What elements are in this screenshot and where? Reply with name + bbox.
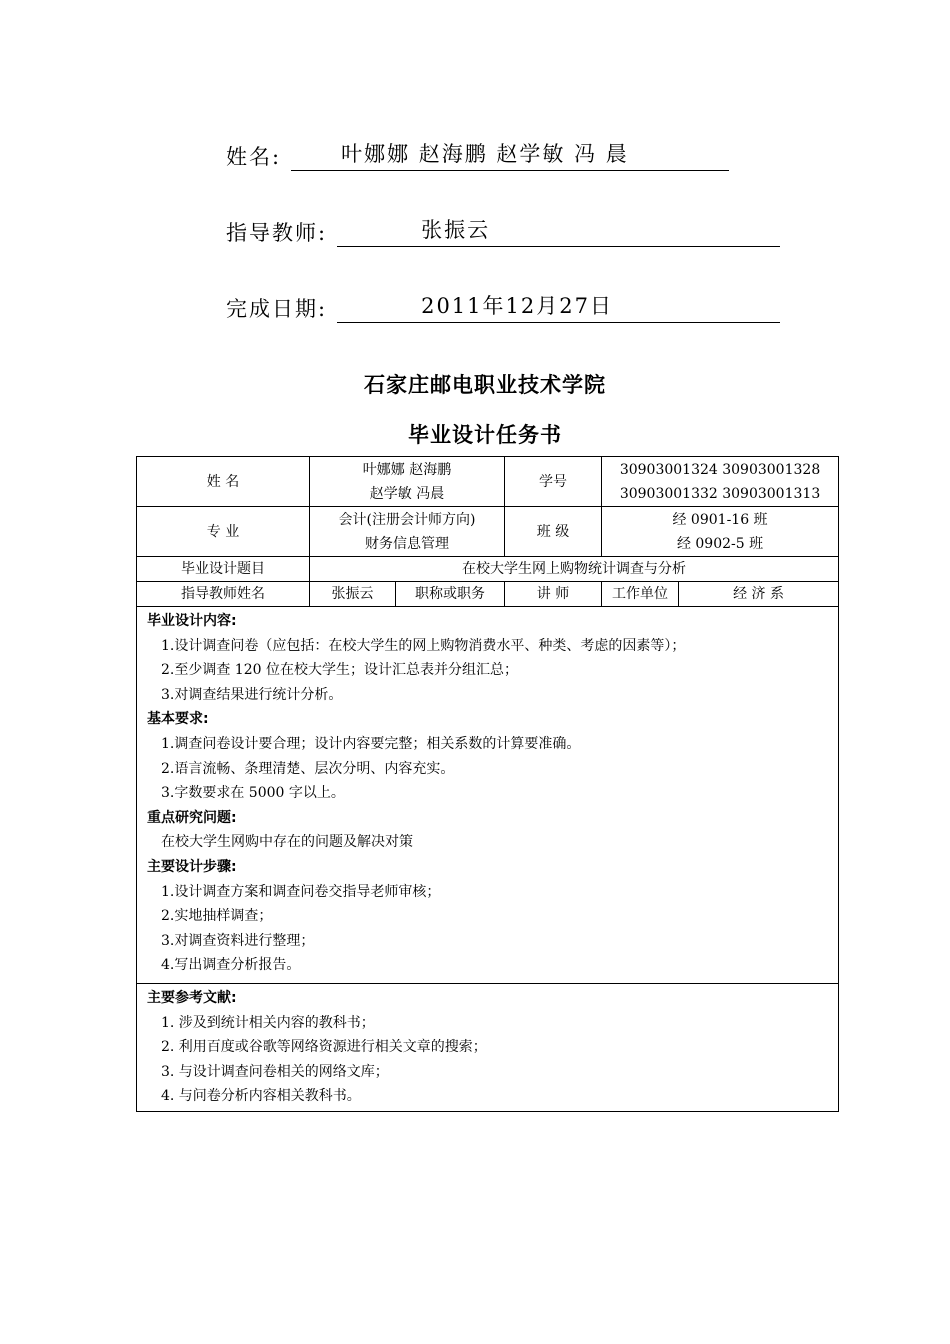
names-row [137, 457, 839, 507]
student-ids-line-1: 30903001324 30903001328 [619, 461, 821, 478]
list-item: 2. 利用百度或谷歌等网络资源进行相关文章的搜索； [161, 1039, 487, 1056]
major-label-cell: 专 业 [137, 507, 310, 557]
unit-label-cell: 工作单位 [602, 582, 679, 607]
completion-date-value: 2011年12月27日 [337, 290, 780, 323]
references-row [137, 984, 839, 1112]
steps-heading: 主要设计步骤: [147, 858, 237, 875]
task-table [136, 456, 839, 1112]
major-row [137, 507, 839, 557]
content-cell [137, 607, 839, 984]
class-label-cell: 班 级 [505, 507, 602, 557]
class-line-2: 经 0902-5 班 [676, 535, 764, 552]
list-item: 1.设计调查问卷（应包括：在校大学生的网上购物消费水平、种类、考虑的因素等）； [161, 637, 686, 654]
student-name-label: 姓名: [226, 145, 282, 169]
list-item: 3. 与设计调查问卷相关的网络文库； [161, 1063, 389, 1080]
student-id-label-cell: 学号 [505, 457, 602, 507]
rank-label-cell: 职称或职务 [396, 582, 505, 607]
completion-date-label: 完成日期: [226, 297, 328, 321]
student-ids-line-2: 30903001332 30903001313 [619, 485, 821, 502]
list-item: 1.调查问卷设计要合理；设计内容要完整；相关系数的计算要准确。 [161, 735, 581, 752]
topic-label-cell: 毕业设计题目 [137, 557, 310, 582]
advisor-label: 指导教师: [226, 221, 328, 245]
class-cell [602, 507, 839, 557]
list-item: 1. 涉及到统计相关内容的教科书； [161, 1014, 375, 1031]
student-name-value: 叶娜娜 赵海鹏 赵学敏 冯 晨 [291, 138, 729, 171]
student-name-row [226, 138, 729, 171]
list-item: 2.至少调查 120 位在校大学生；设计汇总表并分组汇总； [161, 662, 518, 679]
major-cell [310, 507, 505, 557]
references-heading: 主要参考文献: [147, 990, 237, 1006]
list-item: 在校大学生网购中存在的问题及解决对策 [161, 834, 413, 851]
list-item: 2.语言流畅、条理清楚、层次分明、内容充实。 [161, 760, 455, 777]
student-ids-cell [602, 457, 839, 507]
list-item: 3.字数要求在 5000 字以上。 [161, 785, 345, 802]
completion-date-row [226, 290, 780, 323]
topic-cell: 在校大学生网上购物统计调查与分析 [310, 557, 839, 582]
school-name: 石家庄邮电职业技术学院 [364, 373, 606, 397]
unit-cell: 经 济 系 [679, 582, 839, 607]
references-cell [137, 984, 839, 1112]
document-title: 毕业设计任务书 [408, 423, 562, 447]
advisor-name-cell: 张振云 [310, 582, 396, 607]
content-row [137, 607, 839, 984]
class-line-1: 经 0901-16 班 [672, 511, 768, 528]
design-content-heading: 毕业设计内容: [147, 613, 237, 629]
advisor-row [226, 214, 780, 247]
advisor-value: 张振云 [337, 214, 780, 247]
list-item: 4. 与问卷分析内容相关教科书。 [161, 1088, 361, 1105]
advisor-info-row [137, 582, 839, 607]
focus-heading: 重点研究问题: [147, 809, 237, 826]
names-line-2: 赵学敏 冯晨 [369, 485, 445, 502]
list-item: 1.设计调查方案和调查问卷交指导老师审核； [161, 883, 441, 900]
list-item: 2.实地抽样调查； [161, 908, 273, 925]
major-line-2: 财务信息管理 [365, 535, 449, 552]
names-cell [310, 457, 505, 507]
list-item: 4.写出调查分析报告。 [161, 957, 301, 974]
list-item: 3.对调查结果进行统计分析。 [161, 686, 343, 703]
advisor-name-label-cell: 指导教师姓名 [137, 582, 310, 607]
list-item: 3.对调查资料进行整理； [161, 932, 315, 949]
major-line-1: 会计(注册会计师方向) [338, 511, 476, 528]
name-label-cell: 姓 名 [137, 457, 310, 507]
names-line-1: 叶娜娜 赵海鹏 [362, 461, 452, 478]
rank-cell: 讲 师 [505, 582, 602, 607]
requirements-heading: 基本要求: [147, 711, 209, 728]
topic-row [137, 557, 839, 582]
